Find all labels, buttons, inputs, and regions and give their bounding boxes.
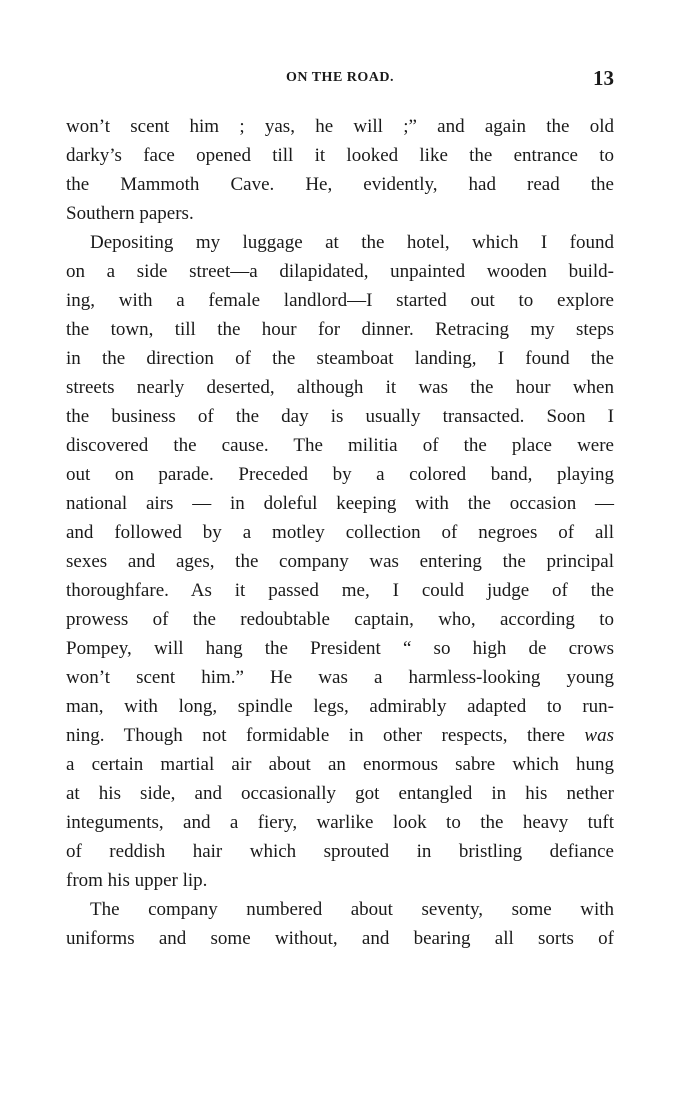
text-line: at his side, and occasionally got entangled in his nether [66,783,614,804]
text-line: darky’s face opened till it looked like the entrance to [66,145,614,166]
text-line: sexes and ages, the company was entering the principal [66,551,614,572]
text-line: in the direction of the steamboat landing, I found the [66,348,614,369]
text-line: ing, with a female landlord—I started out to explore [66,290,614,311]
text-line: out on parade. Preceded by a colored band, playing [66,464,614,485]
text-line: integuments, and a fiery, warlike look to the heavy tuft [66,812,614,833]
text-line: won’t scent him.” He was a harmless-looking young [66,667,614,688]
text-line-main: ning. Though not formidable in other respects, there [66,725,565,746]
text-line: uniforms and some without, and bearing all sorts of [66,928,614,949]
text-line-with-emphasis [66,721,614,750]
page-number: 13 [593,66,614,90]
running-head [66,66,614,92]
text-line: streets nearly deserted, although it was the hour when [66,377,614,398]
text-line: and followed by a motley collection of negroes of all [66,522,614,543]
text-line: from his upper lip. [66,870,208,891]
text-line: the town, till the hour for dinner. Retracing my steps [66,319,614,340]
text-line: of reddish hair which sprouted in bristling defiance [66,841,614,862]
text-line: a certain martial air about an enormous sabre which hung [66,754,614,775]
text-line: national airs — in doleful keeping with the occasion — [66,493,614,514]
text-line: on a side street—a dilapidated, unpainted wooden build- [66,261,614,282]
text-line: the business of the day is usually transacted. Soon I [66,406,614,427]
text-line: discovered the cause. The militia of the place were [66,435,614,456]
text-line: man, with long, spindle legs, admirably adapted to run- [66,696,614,717]
emphasis-word: was [584,725,614,746]
text-line: won’t scent him ; yas, he will ;” and again the old [66,116,614,137]
text-line: prowess of the redoubtable captain, who, according to [66,609,614,630]
text-line: Depositing my luggage at the hotel, which I found [90,232,614,253]
text-line: thoroughfare. As it passed me, I could judge of the [66,580,614,601]
running-title: ON THE ROAD. [285,70,395,85]
body-text [66,112,614,953]
text-line: Southern papers. [66,203,194,224]
text-line: the Mammoth Cave. He, evidently, had read the [66,174,614,195]
text-line: The company numbered about seventy, some with [90,899,614,920]
text-line: Pompey, will hang the President “ so high de crows [66,638,614,659]
